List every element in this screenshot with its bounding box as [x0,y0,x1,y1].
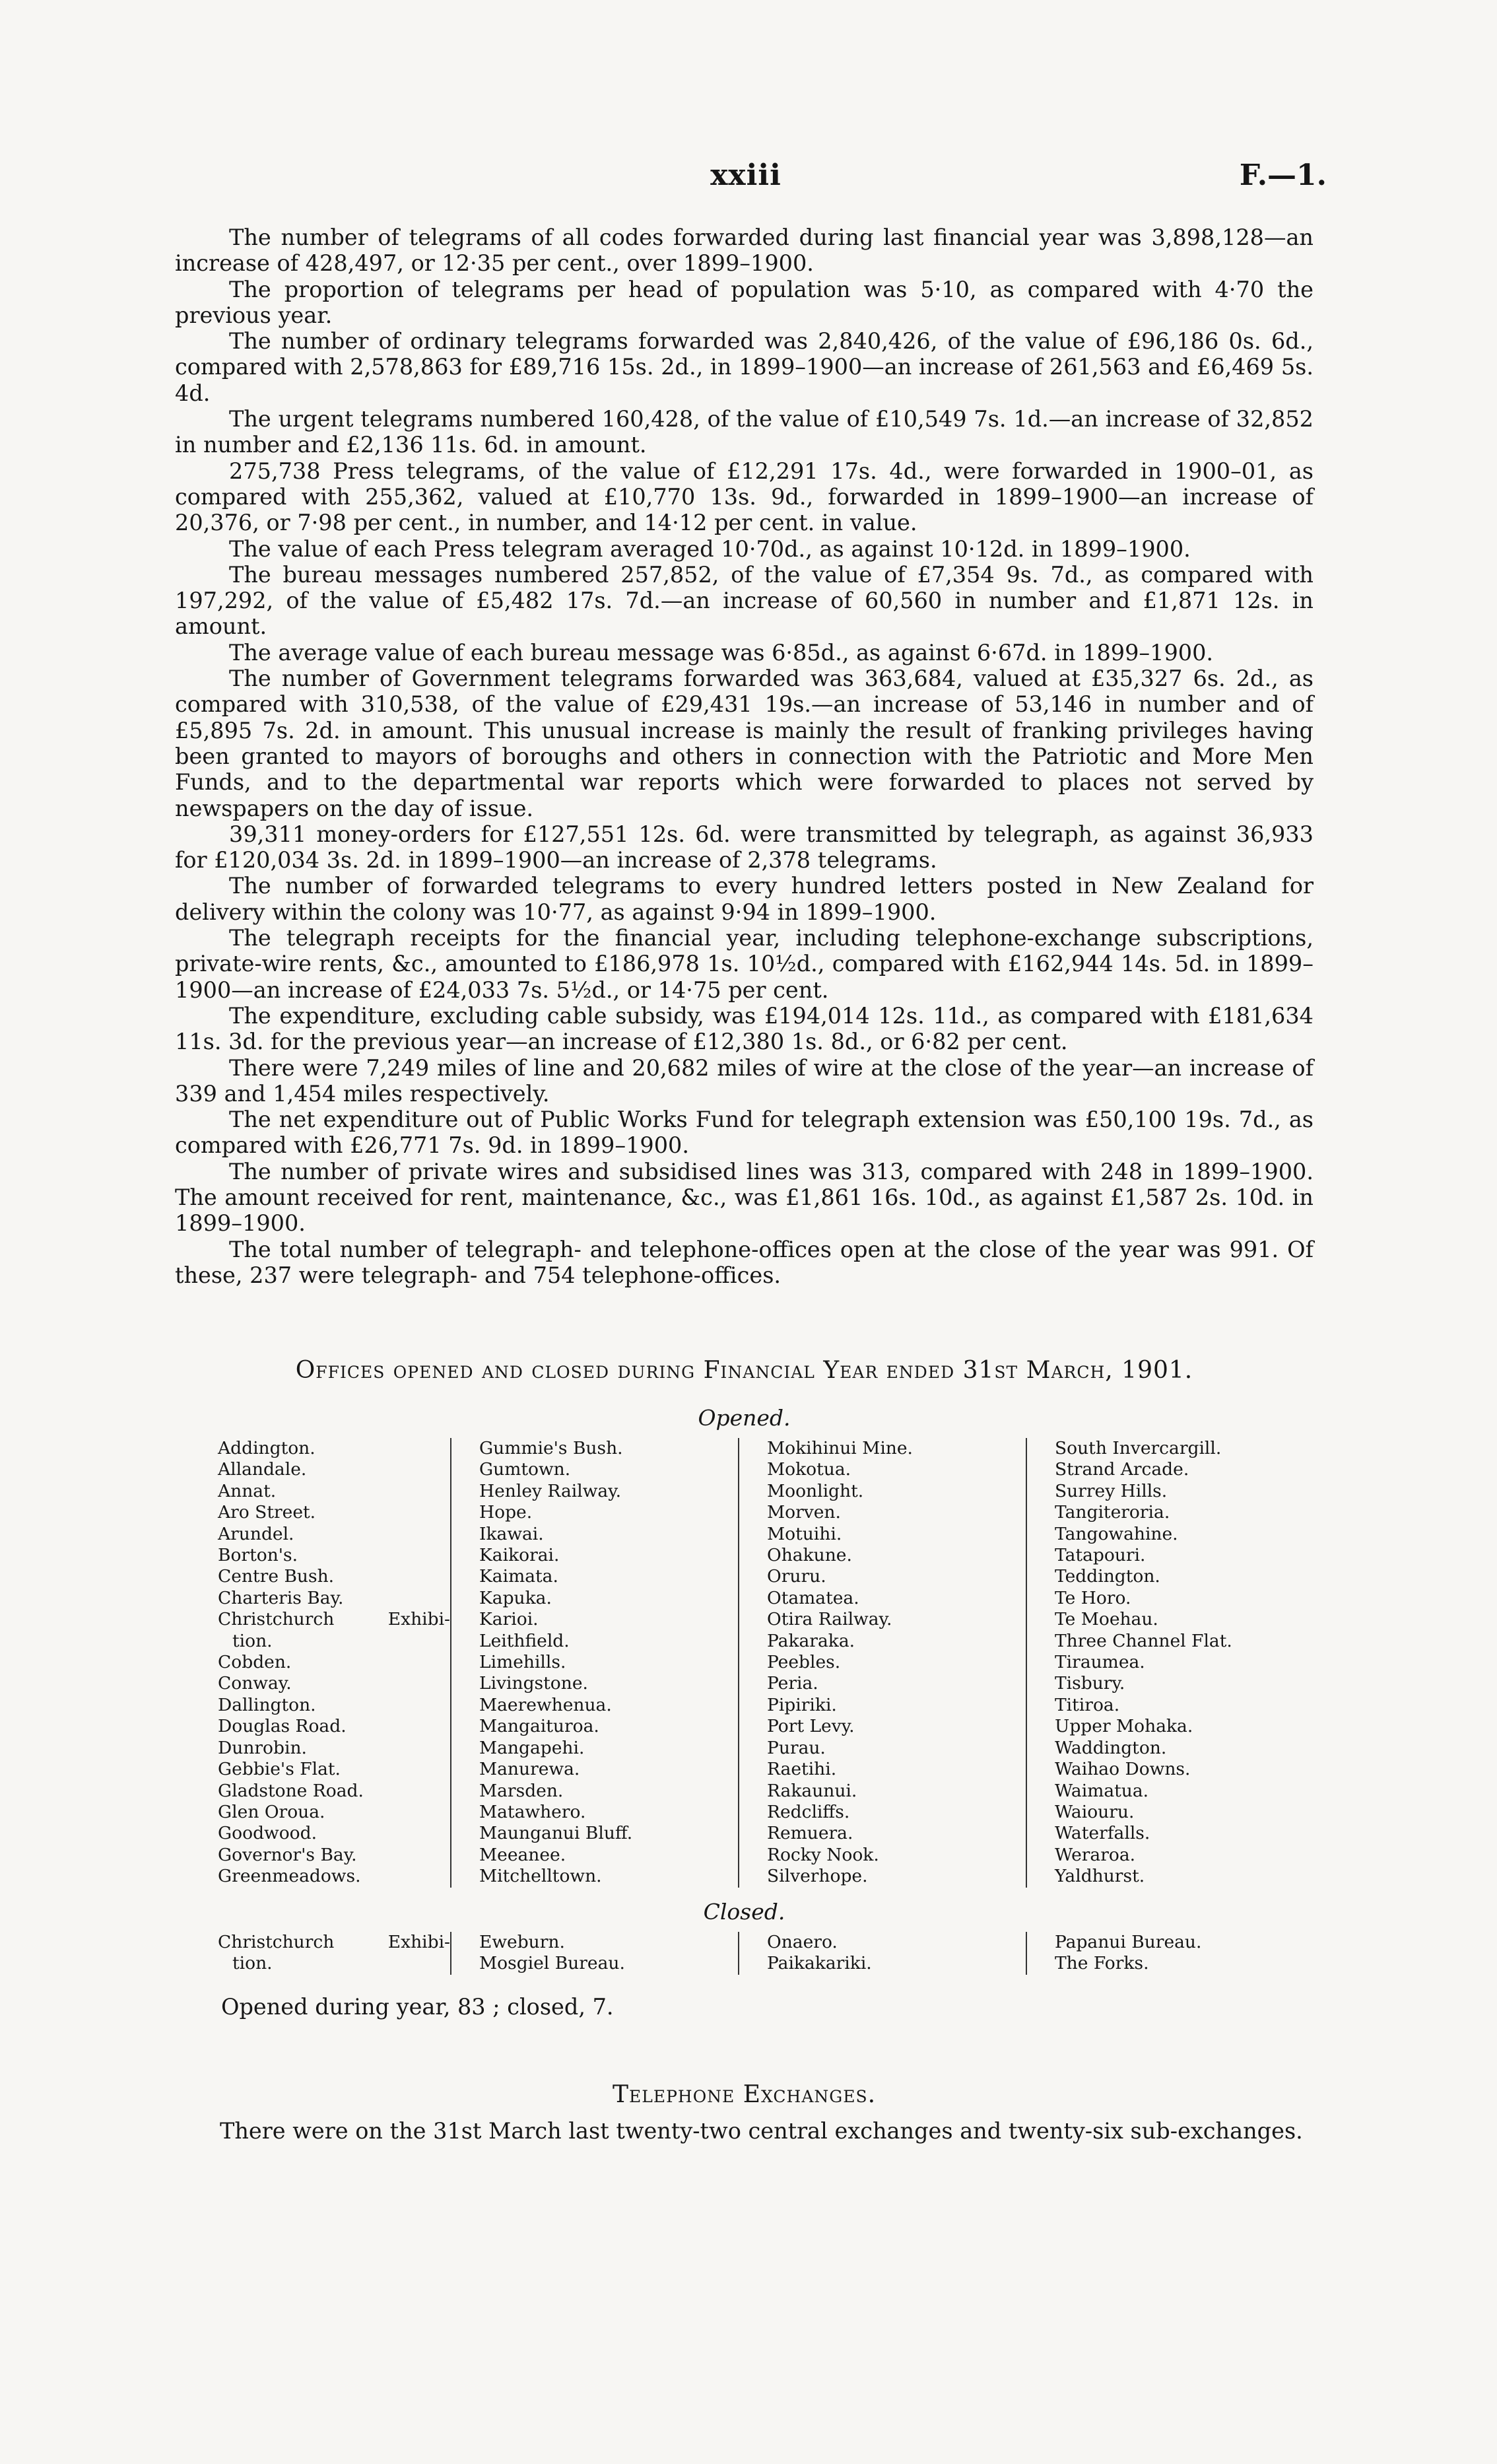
office-name: Ohakune. [767,1545,852,1566]
office-name: Livingstone. [479,1673,588,1694]
office-name: Yaldhurst. [1055,1866,1145,1887]
office-name: Silverhope. [767,1866,868,1887]
telegraph-statistics-text [175,224,1314,1288]
office-name: Upper Mohaka. [1055,1716,1193,1737]
paragraph: The number of telegrams of all codes forwarded during last financial year was 3,898,128—an increase of 428,497, or 12·35 per cent., over 1899–1900. [175,224,1314,277]
office-name: Ikawai. [479,1523,544,1544]
paragraph: The expenditure, excluding cable subsidy, was £194,014 12s. 11d., as compared with £181,634 11s. 3d. for the previous year—an increase of £12,380 1s. 8d., or 6·82 per cent. [175,1002,1314,1055]
office-name: Pakaraka. [767,1630,855,1651]
office-name: Three Channel Flat. [1055,1630,1232,1651]
office-name: Tangowahine. [1055,1523,1178,1544]
paragraph: The number of forwarded telegrams to every hundred letters posted in New Zealand for delivery within the colony was 10·77, as against 9·94 in 1899–1900. [175,873,1314,925]
opened-offices-table [211,1438,1287,1888]
office-name: Motuihi. [767,1523,842,1544]
paragraph: The telegraph receipts for the financial year, including telephone-exchange subscriptions, private-wire rents, &c., amounted to £186,978 1s. 10½d., compared with £162,944 14s. 5d. in 1899–1900—an increase of £24,033 7s. 5½d., or 14·75 per cent. [175,925,1314,1003]
office-name: Christchurch Exhibi- [218,1609,450,1630]
paragraph: The value of each Press telegram averaged 10·70d., as against 10·12d. in 1899–1900. [229,535,1191,562]
office-name: Paikakariki. [767,1953,872,1974]
office-name: Arundel. [218,1523,294,1544]
office-name-continued: tion. [232,1953,273,1974]
office-name: Maerewhenua. [479,1694,612,1715]
closed-column-1 [211,1932,450,1975]
page-number: xxiii [710,158,782,192]
office-name: Papanui Bureau. [1055,1932,1202,1952]
office-name: Conway. [218,1673,292,1694]
office-name: Moonlight. [767,1480,864,1501]
office-name: Addington. [218,1438,316,1458]
paragraph: The number of Government telegrams forwarded was 363,684, valued at £35,327 6s. 2d., as compared with 310,538, of the value of £29,431 19s.—an increase of 53,146 in number and of £5,895 7s. 2d. in amount. This unusual increase is mainly the result of franking privileges having been granted to mayors of boroughs and others in connection with the Patriotic and More Men Funds, and to the departmental war reports which were forwarded to places not served by newspapers on the day of issue. [175,666,1314,821]
telephone-text [175,2118,1314,2144]
office-name: Otira Railway. [767,1609,892,1630]
office-name-continued: tion. [232,1630,273,1651]
office-name: Tiraumea. [1055,1652,1145,1673]
office-name: Te Moehau. [1055,1609,1158,1630]
office-name: Tangiteroria. [1055,1502,1170,1523]
office-name: Goodwood. [218,1823,317,1844]
office-name: Gebbie's Flat. [218,1759,341,1780]
office-name: Rocky Nook. [767,1844,879,1865]
office-name: Kapuka. [479,1587,552,1608]
office-name: Maunganui Bluff. [479,1823,633,1844]
office-name: Henley Railway. [479,1480,622,1501]
closed-column-3 [738,1932,1026,1975]
office-name: Dunrobin. [218,1737,307,1758]
office-name: Otamatea. [767,1587,859,1608]
office-name: Peebles. [767,1652,841,1673]
offices-summary: Opened during year, 83 ; closed, 7. [221,1994,614,2020]
office-name: Waddington. [1055,1737,1167,1758]
paragraph: 275,738 Press telegrams, of the value of £12,291 17s. 4d., were forwarded in 1900–01, as compared with 255,362, valued at £10,770 13s. 9d., forwarded in 1899–1900—an increase of 20,376, or 7·98 per cent., in number, and 14·12 per cent. in value. [175,458,1314,536]
closed-heading: Closed. [703,1899,785,1925]
office-name: Mitchelltown. [479,1866,602,1887]
paragraph: The average value of each bureau message was 6·85d., as against 6·67d. in 1899–1900. [229,639,1214,666]
office-name: Remuera. [767,1823,853,1844]
office-name: Mokotua. [767,1459,851,1480]
office-name: Mokihinui Mine. [767,1438,913,1458]
opened-heading: Opened. [698,1405,791,1431]
office-name: Christchurch Exhibi- [218,1932,450,1952]
office-name: Strand Arcade. [1055,1459,1189,1480]
office-name: The Forks. [1055,1953,1149,1974]
office-name: Marsden. [479,1780,564,1801]
office-name: South Invercargill. [1055,1438,1222,1458]
office-name: Onaero. [767,1932,838,1952]
office-name: Mangapehi. [479,1737,585,1758]
paragraph: There were 7,249 miles of line and 20,682 miles of wire at the close of the year—an increase of 339 and 1,454 miles respectively. [175,1054,1314,1107]
office-name: Redcliffs. [767,1801,850,1822]
office-name: Mangaituroa. [479,1716,599,1737]
paragraph: The net expenditure out of Public Works Fund for telegraph extension was £50,100 19s. 7d., as compared with £26,771 7s. 9d. in 1899–1900. [175,1107,1314,1159]
report-reference: F.—1. [1239,158,1327,192]
office-name: Douglas Road. [218,1716,347,1737]
office-name: Allandale. [218,1459,307,1480]
office-name: Aro Street. [218,1502,316,1523]
offices-section-title: Offices opened and closed during Financial Year ended 31st March, 1901. [295,1357,1193,1384]
office-name: Mosgiel Bureau. [479,1953,625,1974]
telephone-section-title: Telephone Exchanges. [612,2081,877,2108]
opened-column-4 [1026,1438,1287,1888]
office-name: Weraroa. [1055,1844,1136,1865]
paragraph: The number of ordinary telegrams forwarded was 2,840,426, of the value of £96,186 0s. 6d., compared with 2,578,863 for £89,716 15s. 2d., in 1899–1900—an increase of 261,563 and £6,469 5s. 4d. [175,328,1314,406]
office-name: Leithfield. [479,1630,570,1651]
office-name: Gummie's Bush. [479,1438,623,1458]
office-name: Waiouru. [1055,1801,1135,1822]
office-name: Karioi. [479,1609,539,1630]
office-name: Kaimata. [479,1566,558,1587]
closed-column-4 [1026,1932,1287,1975]
office-name: Cobden. [218,1652,292,1673]
office-name: Te Horo. [1055,1587,1131,1608]
paragraph: The urgent telegrams numbered 160,428, of the value of £10,549 7s. 1d.—an increase of 32,852 in number and £2,136 11s. 6d. in amount. [175,406,1314,458]
office-name: Tatapouri. [1055,1545,1146,1566]
office-name: Waterfalls. [1055,1823,1150,1844]
office-name: Gladstone Road. [218,1780,364,1801]
office-name: Meeanee. [479,1844,566,1865]
office-name: Charteris Bay. [218,1587,344,1608]
office-name: Purau. [767,1737,826,1758]
page-header [165,158,1327,198]
office-name: Governor's Bay. [218,1844,357,1865]
office-name: Eweburn. [479,1932,565,1952]
office-name: Manurewa. [479,1759,580,1780]
office-name: Morven. [767,1502,841,1523]
closed-offices-table [211,1932,1287,1975]
office-name: Gumtown. [479,1459,571,1480]
office-name: Kaikorai. [479,1545,560,1566]
opened-column-2 [450,1438,738,1888]
closed-column-2 [450,1932,738,1975]
office-name: Surrey Hills. [1055,1480,1168,1501]
paragraph: The number of private wires and subsidised lines was 313, compared with 248 in 1899–1900. The amount received for rent, maintenance, &c., was £1,861 16s. 10d., as against £1,587 2s. 10d. in 1899–1900. [175,1158,1314,1237]
office-name: Port Levy. [767,1716,855,1737]
office-name: Centre Bush. [218,1566,335,1587]
office-name: Peria. [767,1673,818,1694]
office-name: Dallington. [218,1694,316,1715]
office-name: Matawhero. [479,1801,586,1822]
office-name: Rakaunui. [767,1780,857,1801]
office-name: Greenmeadows. [218,1866,361,1887]
office-name: Pipiriki. [767,1694,837,1715]
office-name: Glen Oroua. [218,1801,325,1822]
office-name: Hope. [479,1502,533,1523]
opened-column-3 [738,1438,1026,1888]
paragraph: The bureau messages numbered 257,852, of the value of £7,354 9s. 7d., as compared with 197,292, of the value of £5,482 17s. 7d.—an increase of 60,560 in number and £1,871 12s. in amount. [175,561,1314,640]
office-name: Limehills. [479,1652,566,1673]
paragraph: 39,311 money-orders for £127,551 12s. 6d. were transmitted by telegraph, as against 36,933 for £120,034 3s. 2d. in 1899–1900—an increase of 2,378 telegrams. [175,821,1314,873]
office-name: Annat. [218,1480,277,1501]
office-name: Waihao Downs. [1055,1759,1191,1780]
office-name: Titiroa. [1055,1694,1120,1715]
opened-column-1 [211,1438,450,1888]
office-name: Oruru. [767,1566,826,1587]
paragraph: There were on the 31st March last twenty-two central exchanges and twenty-six sub-exchanges. [220,2118,1303,2144]
office-name: Teddington. [1055,1566,1160,1587]
paragraph: The total number of telegraph- and telephone-offices open at the close of the year was 991. Of these, 237 were telegraph- and 754 telephone-offices. [175,1236,1314,1288]
office-name: Raetihi. [767,1759,837,1780]
office-name: Borton's. [218,1545,298,1566]
office-name: Tisbury. [1055,1673,1125,1694]
paragraph: The proportion of telegrams per head of population was 5·10, as compared with 4·70 the previous year. [175,276,1314,328]
office-name: Waimatua. [1055,1780,1149,1801]
